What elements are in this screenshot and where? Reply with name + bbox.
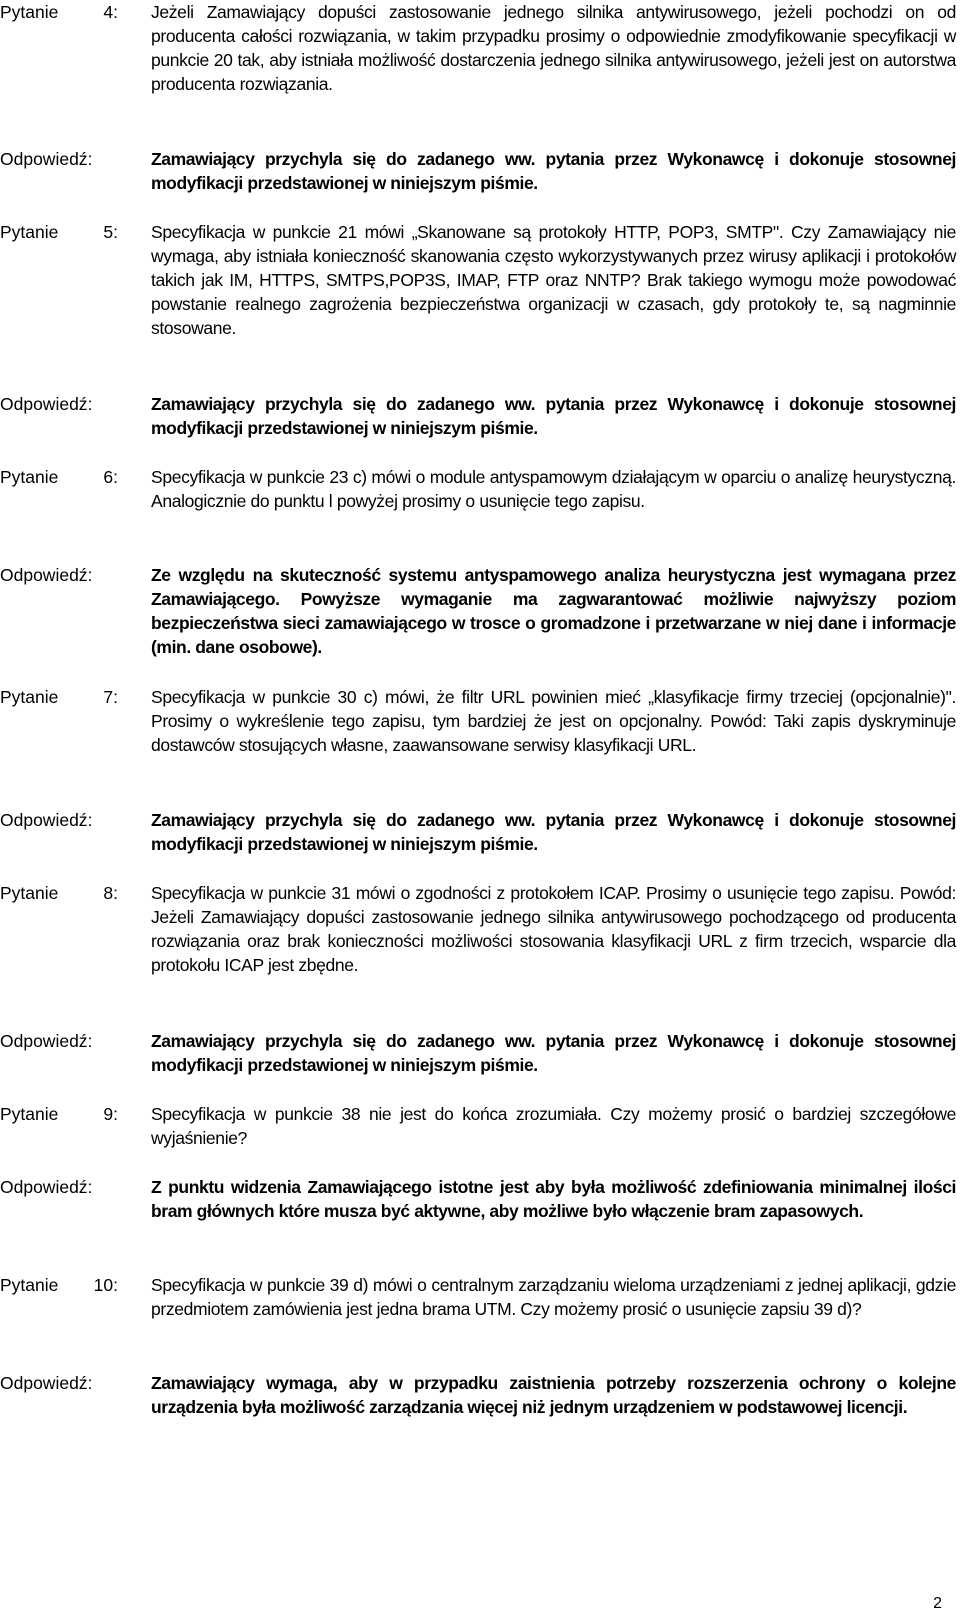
question-word: Pytanie <box>0 2 59 22</box>
question-word: Pytanie <box>0 883 59 903</box>
question-number: 4: <box>103 2 118 22</box>
answer-text: Zamawiający przychyla się do zadanego ww. pytania przez Wykonawcę i dokonuje stosownej modyfikacji przedstawionej w niniejszym piśmie. <box>151 394 956 438</box>
question-number: 5: <box>103 222 118 242</box>
question-text: Jeżeli Zamawiający dopuści zastosowanie jednego silnika antywirusowego, jeżeli pochodzi on od producenta całości rozwiązania, w takim przypadku prosimy o odpowiednie zmodyfikowanie specyfikacji w punkcie 20 tak, aby istniała możliwość dostarczenia jednego silnika antywirusowego, jeżeli jest on autorstwa producenta rozwiązania. <box>151 2 956 94</box>
question-text: Specyfikacja w punkcie 39 d) mówi o centralnym zarządzaniu wieloma urządzeniami z jednej aplikacji, gdzie przedmiotem zamówienia jest jedna brama UTM. Czy możemy prosić o usunięcie zapsiu 39 d)? <box>151 1275 956 1319</box>
question-text: Specyfikacja w punkcie 38 nie jest do końca zrozumiała. Czy możemy prosić o bardziej szczegółowe wyjaśnienie? <box>151 1104 956 1148</box>
question-text: Specyfikacja w punkcie 30 c) mówi, że filtr URL powinien mieć „klasyfikacje firmy trzeciej (opcjonalnie)". Prosimy o wykreślenie tego zapisu, tym bardziej że jest on opcjonalny. Powód: Taki zapis dyskryminuje dostawców stosujących własne, zaawansowane serwisy klasyfikacji URL. <box>151 687 956 755</box>
question-text: Specyfikacja w punkcie 21 mówi „Skanowane są protokoły HTTP, POP3, SMTP". Czy Zamawiający nie wymaga, aby istniała konieczność skanowania często wykorzystywanych przez wirusy aplikacji i protokołów takich jak IM, HTTPS, SMTPS,POP3S, IMAP, FTP oraz NNTP? Brak takiego wymogu może powodować powstanie realnego zagrożenia bezpieczeństwa organizacji w czasach, gdy protokoły te, są nagminnie stosowane. <box>151 222 956 338</box>
answer-text: Ze względu na skuteczność systemu antyspamowego analiza heurystyczna jest wymagana przez Zamawiającego. Powyższe wymaganie ma zagwarantować możliwie najwyższy poziom bezpieczeństwa sieci zamawiającego w trosce o gromadzone i przetwarzane w niej dane i informacje (min. dane osobowe). <box>151 565 956 657</box>
answer-text: Zamawiający wymaga, aby w przypadku zaistnienia potrzeby rozszerzenia ochrony o kolejne urządzenia była możliwość zarządzania więcej niż jednym urządzeniem w podstawowej licencji. <box>151 1373 956 1417</box>
answer-text: Zamawiający przychyla się do zadanego ww. pytania przez Wykonawcę i dokonuje stosownej modyfikacji przedstawionej w niniejszym piśmie. <box>151 1031 956 1075</box>
question-word: Pytanie <box>0 467 59 487</box>
question-word: Pytanie <box>0 1275 59 1295</box>
question-word: Pytanie <box>0 222 59 242</box>
question-number: 6: <box>103 467 118 487</box>
document-page: Pytanie 4: Jeżeli Zamawiający dopuści zastosowanie jednego silnika antywirusowego, jeżeli pochodzi on od producenta całości rozwiązania, w takim przypadku prosimy o odpowiednie zmodyfikowanie specyfikacji w punkcie 20 tak, aby istniała możliwość dostarczenia jednego silnika antywirusowego, jeżeli jest on autorstwa producenta rozwiązania. Odpowiedź: Zamawiający przychyla się do zadanego ww. pytania przez Wykonawcę i dokonuje stosownej modyfikacji przedstawionej w niniejszym piśmie. Pytanie 5: Specyfikacja w punkcie 21 mówi „Skanowane są protokoły HTTP, POP3, SMTP". Czy Zamawiający nie wymaga, aby istniała konieczność skanowania często wykorzystywanych przez wirusy aplikacji i protokołów takich jak IM, HTTPS, SMTPS,POP3S, IMAP, FTP oraz NNTP? Brak takiego wymogu może powodować powstanie realnego zagrożenia bezpieczeństwa organizacji w czasach, gdy protokoły te, są nagminnie stosowane. Odpowiedź: Zamawiający przychyla się do zadanego ww. pytania przez Wykonawcę i dokonuje stosownej modyfikacji przedstawionej w niniejszym piśmie. Pytanie 6: Specyfikacja w punkcie 23 c) mówi o module antyspamowym działającym w oparciu o analizę heurystyczną. Analogicznie do punktu l powyżej prosimy o usunięcie tego zapisu. Odpowiedź: Ze względu na skuteczność systemu antyspamowego analiza heurystyczna jest wymagana przez Zamawiającego. Powyższe wymaganie ma zagwarantować możliwie najwyższy poziom bezpieczeństwa sieci zamawiającego w trosce o gromadzone i przetwarzane w niej dane i informacje (min. dane osobowe). Pytanie 7: Specyfikacja w punkcie 30 c) mówi, że filtr URL powinien mieć „klasyfikacje firmy trzeciej (opcjonalnie)". Prosimy o wykreślenie tego zapisu, tym bardziej że jest on opcjonalny. Powód: Taki zapis dyskryminuje dostawców stosujących własne, zaawansowane serwisy klasyfikacji URL. Odpowiedź: Zamawiający przychyla się do zadanego ww. pytania przez Wykonawcę i dokonuje stosownej modyfikacji przedstawionej w niniejszym piśmie. Pytanie 8: Specyfikacja w punkcie 31 mówi o zgodności z protokołem ICAP. Prosimy o usunięcie tego zapisu. Powód: Jeżeli Zamawiający dopuści zastosowanie jednego silnika antywirusowego pochodzącego od producenta rozwiązania oraz brak konieczności możliwości stosowania klasyfikacji URL z firm trzecich, wsparcie dla protokołu ICAP jest zbędne. Odpowiedź: Zamawiający przychyla się do zadanego ww. pytania przez Wykonawcę i dokonuje stosownej modyfikacji przedstawionej w niniejszym piśmie. Pytanie 9: Specyfikacja w punkcie 38 nie jest do końca zrozumiała. Czy możemy prosić o bardziej szczegółowe wyjaśnienie? Odpowiedź: Z punktu widzenia Zamawiającego istotne jest aby była możliwość zdefiniowania minimalnej ilości bram głównych które musza być aktywne, aby możliwe było włączenie bram zapasowych. Pytanie 10: Specyfikacja w punkcie 39 d) mówi o centralnym zarządzaniu wieloma urządzeniami z jednej aplikacji, gdzie przedmiotem zamówienia jest jedna brama UTM. Czy możemy prosić o usunięcie zapsiu 39 d)? Odpowiedź: Zamawiający wymaga, aby w przypadku zaistnienia potrzeby rozszerzenia ochrony o kolejne urządzenia była możliwość zarządzania więcej niż jednym urządzeniem w podstawowej licencji. 2 <box>0 0 960 1624</box>
question-number: 8: <box>103 883 118 903</box>
question-number: 7: <box>103 687 118 707</box>
answer-text: Zamawiający przychyla się do zadanego ww. pytania przez Wykonawcę i dokonuje stosownej modyfikacji przedstawionej w niniejszym piśmie. <box>151 149 956 193</box>
answer-text: Z punktu widzenia Zamawiającego istotne jest aby była możliwość zdefiniowania minimalnej ilości bram głównych które musza być aktywne, aby możliwe było włączenie bram zapasowych. <box>151 1177 956 1221</box>
page-number: 2 <box>933 1595 942 1612</box>
question-number: 9: <box>103 1104 118 1124</box>
question-word: Pytanie <box>0 687 59 707</box>
answer-text: Zamawiający przychyla się do zadanego ww. pytania przez Wykonawcę i dokonuje stosownej modyfikacji przedstawionej w niniejszym piśmie. <box>151 810 956 854</box>
question-text: Specyfikacja w punkcie 31 mówi o zgodności z protokołem ICAP. Prosimy o usunięcie tego zapisu. Powód: Jeżeli Zamawiający dopuści zastosowanie jednego silnika antywirusowego pochodzącego od producenta rozwiązania oraz brak konieczności możliwości stosowania klasyfikacji URL z firm trzecich, wsparcie dla protokołu ICAP jest zbędne. <box>151 883 956 975</box>
question-word: Pytanie <box>0 1104 59 1124</box>
question-text: Specyfikacja w punkcie 23 c) mówi o module antyspamowym działającym w oparciu o analizę heurystyczną. Analogicznie do punktu l powyżej prosimy o usunięcie tego zapisu. <box>151 467 956 511</box>
question-number: 10: <box>93 1275 118 1295</box>
